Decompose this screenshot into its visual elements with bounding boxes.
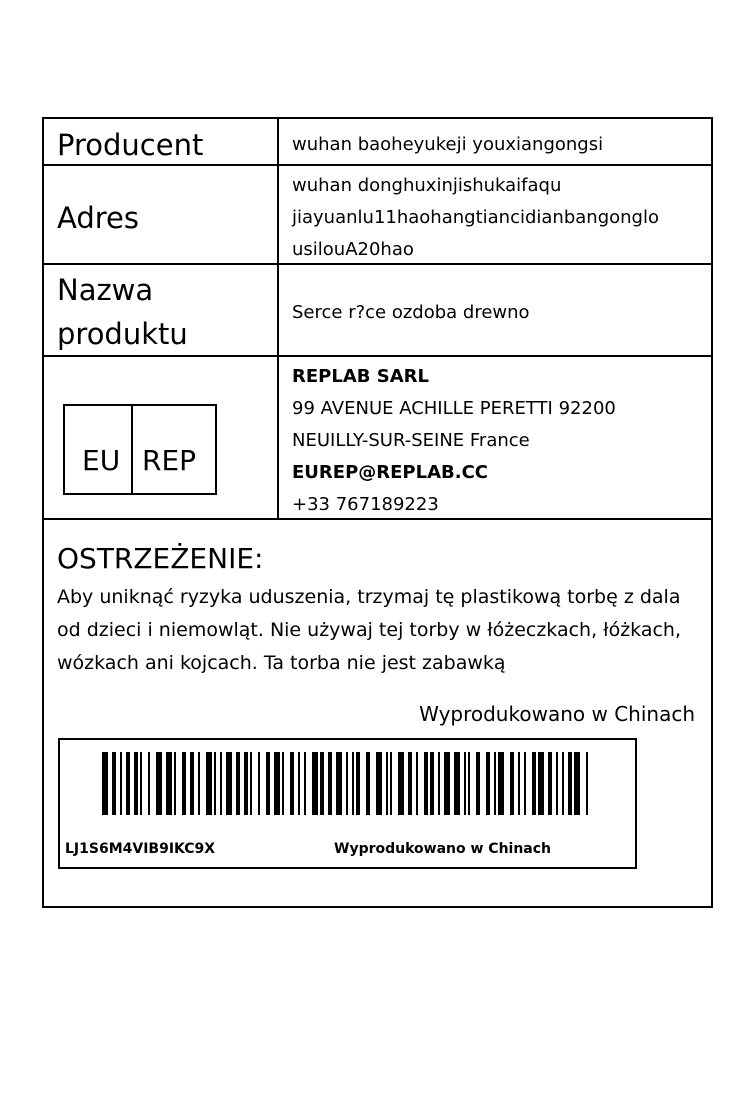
barcode-bar <box>538 752 544 815</box>
eu-rep-email: EUREP@REPLAB.CC <box>292 462 488 483</box>
barcode-bar <box>156 752 162 815</box>
barcode-bar <box>518 752 520 815</box>
eu-rep-badge <box>63 404 217 495</box>
address-line: usilouA20hao <box>292 239 414 260</box>
barcode-bar <box>532 752 536 815</box>
barcode-bar <box>352 752 354 815</box>
barcode-bar <box>140 752 142 815</box>
barcode-bar <box>174 752 176 815</box>
product-label <box>42 117 713 908</box>
barcode-bar <box>408 752 412 815</box>
barcode-bar <box>226 752 232 815</box>
barcode-bar <box>290 752 294 815</box>
barcode-bar <box>556 752 558 815</box>
barcode-bar <box>468 752 470 815</box>
barcode-bar <box>494 752 496 815</box>
barcode-bar <box>356 752 360 815</box>
barcode-bar <box>464 752 466 815</box>
barcode-code: LJ1S6M4VIB9IKC9X <box>65 841 216 857</box>
barcode-bar <box>258 752 260 815</box>
eu-rep-details <box>292 361 616 521</box>
barcode-bar <box>182 752 186 815</box>
barcode-bar <box>454 752 460 815</box>
address-label: Adres <box>57 201 139 235</box>
barcode-bar <box>476 752 480 815</box>
origin-text: Wyprodukowano w Chinach <box>419 702 695 726</box>
product-name-label: Nazwa produktu <box>57 273 188 351</box>
barcode-bar <box>206 752 212 815</box>
barcode-bar <box>574 752 580 815</box>
barcode-bar <box>120 752 122 815</box>
barcode-bar <box>346 752 348 815</box>
eu-rep-address-line1: 99 AVENUE ACHILLE PERETTI 92200 <box>292 398 616 419</box>
barcode-bar <box>498 752 504 815</box>
barcode-bar <box>336 752 342 815</box>
barcode-bar <box>548 752 552 815</box>
barcode-bar <box>386 752 388 815</box>
barcode-bar <box>298 752 300 815</box>
barcode-bar <box>102 752 108 815</box>
barcode-bar <box>266 752 270 815</box>
barcode-bar <box>236 752 240 815</box>
barcode-bar <box>304 752 306 815</box>
barcode-bar <box>282 752 284 815</box>
barcode-bar <box>166 752 172 815</box>
product-name-value: Serce r?ce ozdoba drewno <box>292 302 530 323</box>
barcode-bar <box>376 752 382 815</box>
barcode-bar <box>568 752 572 815</box>
barcode-bar <box>244 752 248 815</box>
column-divider <box>277 119 279 519</box>
barcode-bar <box>320 752 324 815</box>
barcode-bar <box>214 752 216 815</box>
producer-label: Producent <box>57 128 204 162</box>
barcode-bar <box>438 752 440 815</box>
barcode-bar <box>198 752 200 815</box>
address-value <box>292 170 659 266</box>
barcode-bar <box>586 752 588 815</box>
eu-rep-address-line2: NEUILLY-SUR-SEINE France <box>292 430 530 451</box>
barcode-bar <box>148 752 150 815</box>
barcode-bar <box>390 752 392 815</box>
barcode-bar <box>486 752 490 815</box>
barcode-box <box>58 738 637 869</box>
barcode-bar <box>424 752 428 815</box>
barcode-bar <box>444 752 450 815</box>
warning-text: Aby uniknąć ryzyka uduszenia, trzymaj tę plastikową torbę z dala od dzieci i niemowląt. Nie używaj tej torby w łóżeczkach, łóżkach, wózkach ani kojcach. Ta torba nie jest zabawką <box>57 586 682 674</box>
barcode-bar <box>328 752 332 815</box>
barcode-bar <box>274 752 280 815</box>
address-line: jiayuanlu11haohangtiancidianbangonglo <box>292 207 659 228</box>
barcode-bar <box>250 752 252 815</box>
warning-title: OSTRZEŻENIE: <box>57 542 264 575</box>
badge-divider <box>131 406 133 493</box>
barcode-bar <box>312 752 318 815</box>
barcode-bar <box>112 752 116 815</box>
barcode-bar <box>416 752 418 815</box>
barcode-bar <box>510 752 514 815</box>
address-line: wuhan donghuxinjishukaifaqu <box>292 175 562 196</box>
barcode-bar <box>430 752 434 815</box>
eu-rep-company: REPLAB SARL <box>292 366 429 387</box>
barcode-bar <box>562 752 564 815</box>
barcode-bar <box>220 752 222 815</box>
badge-eu: EU <box>82 444 121 477</box>
barcode-bar <box>190 752 194 815</box>
barcode-bar <box>366 752 370 815</box>
eu-rep-phone: +33 767189223 <box>292 494 439 515</box>
barcode-bar <box>524 752 526 815</box>
barcode-bar <box>126 752 130 815</box>
badge-rep: REP <box>142 444 197 477</box>
barcode-bar <box>398 752 404 815</box>
barcode-bar <box>134 752 138 815</box>
barcode <box>102 752 594 815</box>
producer-value: wuhan baoheyukeji youxiangongsi <box>292 134 604 155</box>
barcode-origin: Wyprodukowano w Chinach <box>334 841 552 857</box>
